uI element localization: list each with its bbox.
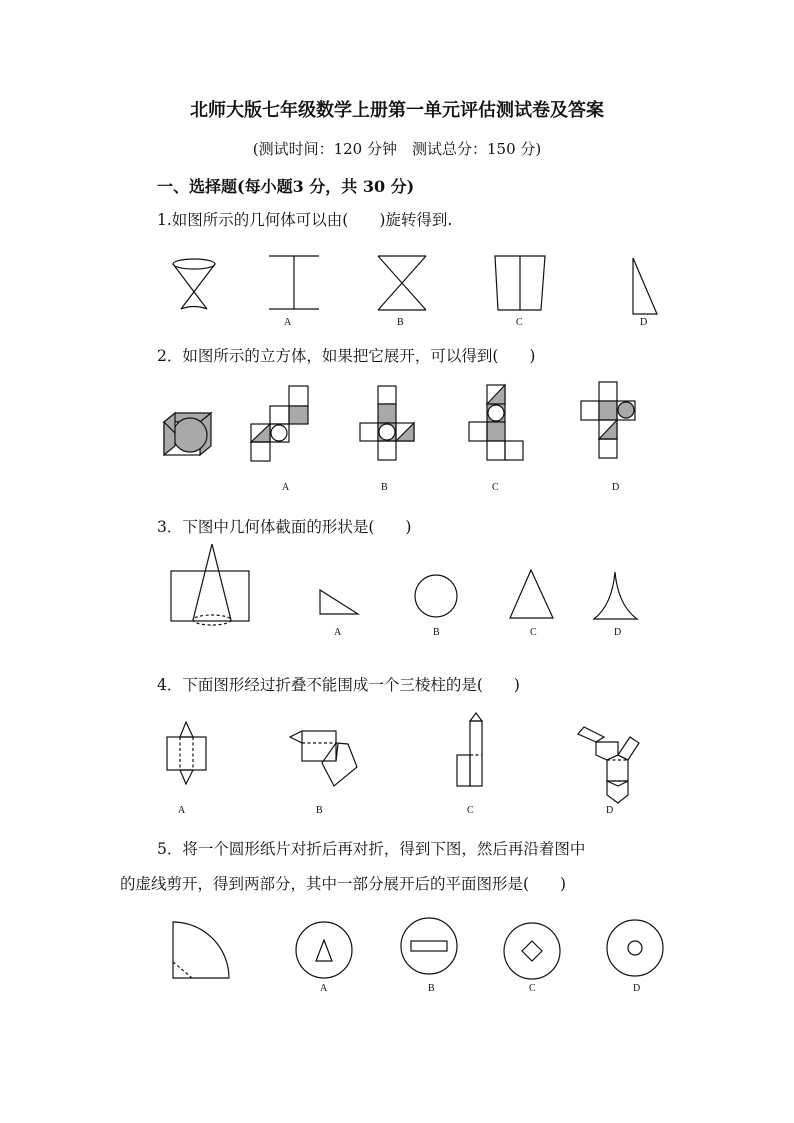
q2-option-a-label: A: [282, 482, 290, 493]
question-3-text: 3．下图中几何体截面的形状是( ): [157, 518, 412, 536]
q4-option-d-label: D: [606, 805, 614, 816]
q5-option-c-label: C: [529, 983, 536, 994]
question-4-text: 4．下面图形经过折叠不能围成一个三棱柱的是( ): [157, 676, 520, 694]
q4-option-d-figure: [578, 727, 639, 803]
q2-option-c-label: C: [492, 482, 499, 493]
question-2-text: 2．如图所示的立方体，如果把它展开，可以得到( ): [157, 347, 536, 365]
q1-option-c-label: C: [516, 317, 523, 328]
q4-option-b-figure: [290, 731, 357, 786]
q3-option-d-label: D: [614, 627, 622, 638]
q2-option-b-label: B: [381, 482, 388, 493]
q3-option-a-label: A: [334, 627, 342, 638]
q2-option-d-figure: [581, 382, 635, 458]
q1-option-c-figure: [495, 256, 545, 310]
q5-folded-paper-figure: [173, 922, 229, 978]
q3-option-a-figure: [320, 590, 358, 614]
q2-option-d-label: D: [612, 482, 620, 493]
question-1-text: 1.如图所示的几何体可以由( )旋转得到.: [157, 211, 453, 229]
q5-option-b-figure: [401, 918, 457, 974]
q5-option-c-figure: [504, 923, 560, 979]
q3-cone-section-figure: [171, 544, 249, 625]
section-heading: 一、选择题(每小题3 分，共 30 分): [157, 177, 415, 196]
q4-option-c-label: C: [467, 805, 474, 816]
q3-option-b-figure: [415, 575, 457, 617]
q2-option-c-figure: [469, 385, 523, 460]
q2-cube-figure: [164, 413, 211, 455]
q5-option-a-figure: [296, 922, 352, 978]
q4-option-a-label: A: [178, 805, 186, 816]
q1-option-d-figure: [633, 258, 657, 314]
q5-option-d-label: D: [633, 983, 641, 994]
page-title: 北师大版七年级数学上册第一单元评估测试卷及答案: [190, 100, 604, 121]
q3-option-c-label: C: [530, 627, 537, 638]
question-5-text-line2: 的虚线剪开，得到两部分，其中一部分展开后的平面图形是( ): [120, 875, 567, 893]
q3-option-c-figure: [510, 570, 553, 618]
q4-option-b-label: B: [316, 805, 323, 816]
q1-solid-figure: [173, 259, 215, 309]
q4-option-a-figure: [167, 722, 206, 784]
q5-option-a-label: A: [320, 983, 328, 994]
q1-option-a-figure: [269, 256, 319, 309]
q2-option-a-figure: [251, 386, 308, 461]
q1-option-a-label: A: [284, 317, 292, 328]
q5-option-d-figure: [607, 920, 663, 976]
q2-option-b-figure: [360, 386, 414, 460]
q1-option-b-label: B: [397, 317, 404, 328]
q3-option-b-label: B: [433, 627, 440, 638]
q3-option-d-figure: [594, 572, 637, 619]
q4-option-c-figure: [457, 713, 482, 786]
q5-option-b-label: B: [428, 983, 435, 994]
q1-option-d-label: D: [640, 317, 648, 328]
question-5-text-line1: 5．将一个圆形纸片对折后再对折，得到下图，然后再沿着图中: [157, 840, 586, 858]
test-info: (测试时间：120 分钟 测试总分：150 分): [252, 140, 542, 158]
q1-option-b-figure: [378, 256, 426, 310]
